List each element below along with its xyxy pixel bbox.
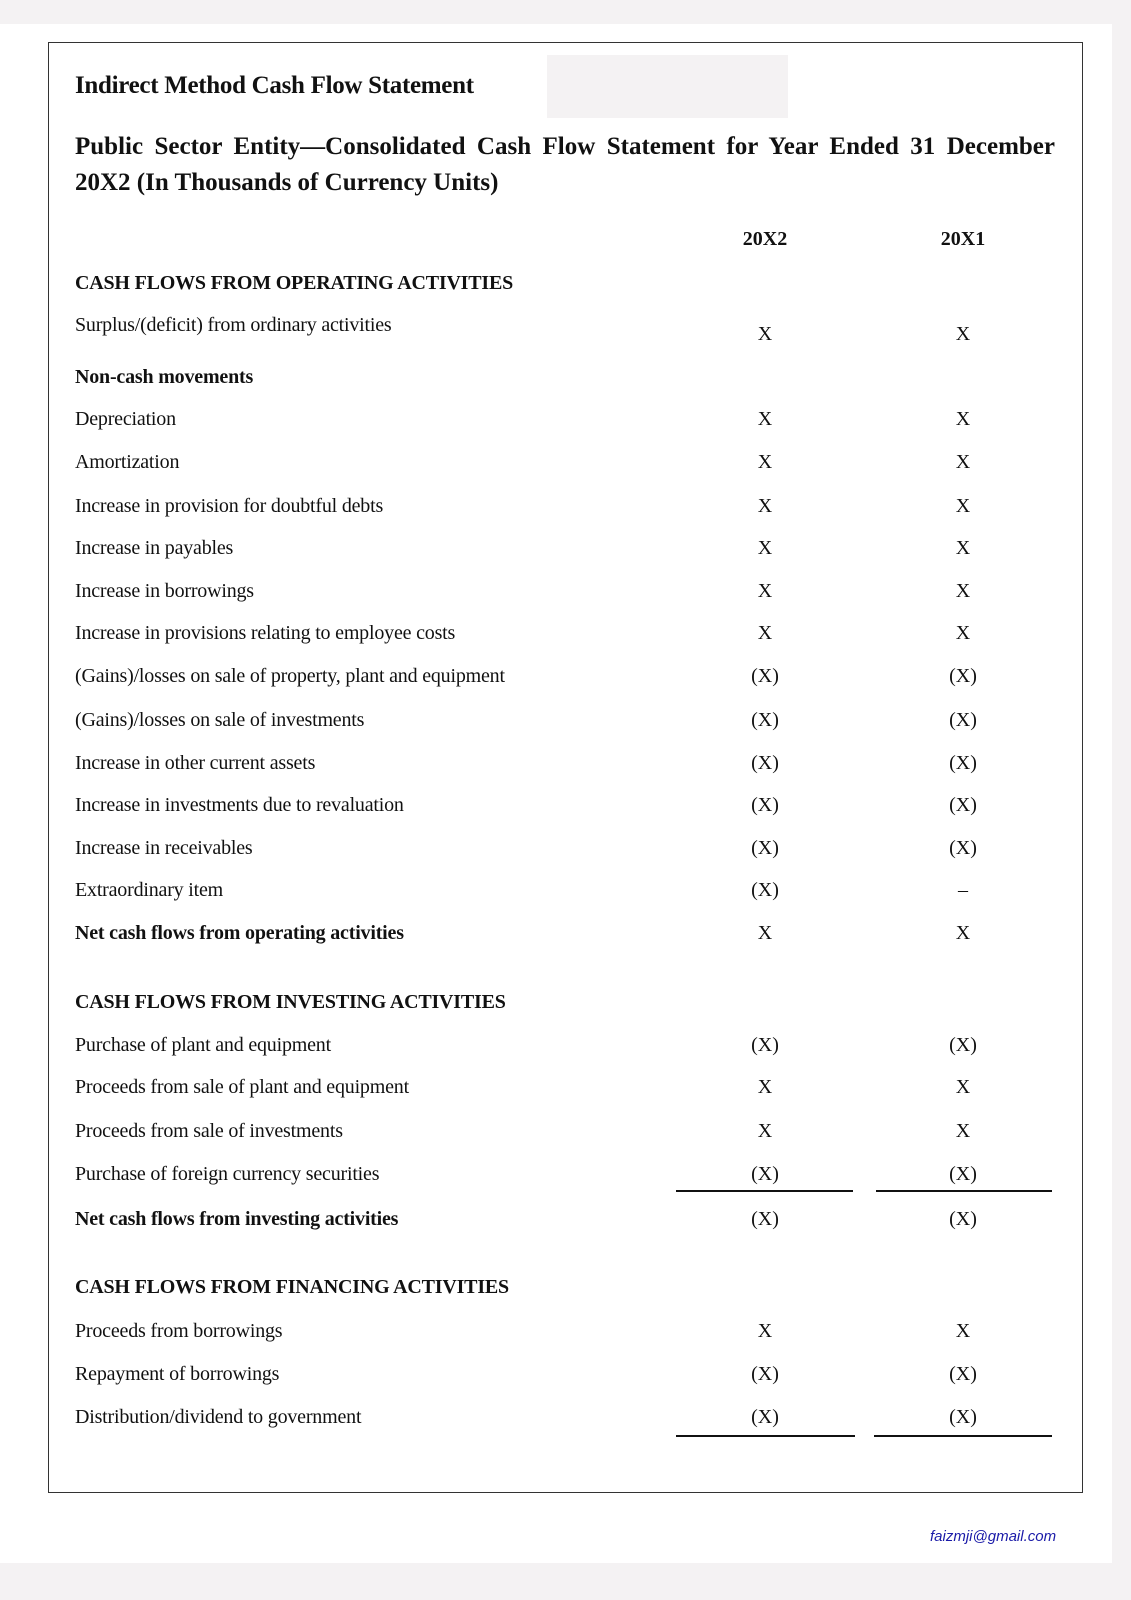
value-20x1: X xyxy=(955,1120,971,1142)
row-label: Proceeds from borrowings xyxy=(75,1320,283,1342)
value-20x2: X xyxy=(757,323,773,345)
table-row xyxy=(75,665,1075,695)
value-20x1: (X) xyxy=(949,665,977,687)
value-20x2: X xyxy=(757,537,773,559)
value-20x2: (X) xyxy=(751,709,779,731)
value-20x2: X xyxy=(757,495,773,517)
value-20x1: X xyxy=(955,408,971,430)
row-label: Increase in borrowings xyxy=(75,580,254,602)
redacted-area xyxy=(547,55,788,118)
table-row xyxy=(75,709,1075,739)
row-label: Proceeds from sale of investments xyxy=(75,1120,343,1142)
table-row xyxy=(75,879,1075,909)
table-row xyxy=(75,922,1075,952)
table-row xyxy=(75,495,1075,525)
value-20x1: (X) xyxy=(949,1406,977,1428)
column-header-row xyxy=(75,228,1075,258)
row-label: (Gains)/losses on sale of investments xyxy=(75,709,365,731)
value-20x1: (X) xyxy=(949,794,977,816)
value-20x1: X xyxy=(955,922,971,944)
footer-email: faizmji@gmail.com xyxy=(930,1528,1057,1545)
value-20x2: (X) xyxy=(751,752,779,774)
row-label: Net cash flows from investing activities xyxy=(75,1208,399,1230)
table-row xyxy=(75,1208,1075,1238)
document-subtitle: Public Sector Entity—Consolidated Cash Flow Statement for Year Ended 31 December 20X2 (In Thousands of Currency Units) xyxy=(75,133,1055,196)
value-20x2: (X) xyxy=(751,665,779,687)
value-20x1: (X) xyxy=(949,1208,977,1230)
value-20x2: X xyxy=(757,580,773,602)
table-row xyxy=(75,1320,1075,1350)
row-label: Increase in investments due to revaluation xyxy=(75,794,404,816)
value-20x1: X xyxy=(955,580,971,602)
table-row xyxy=(75,1034,1075,1064)
value-20x1: (X) xyxy=(949,837,977,859)
table-row xyxy=(75,451,1075,481)
value-20x1: X xyxy=(955,451,971,473)
row-label: Purchase of foreign currency securities xyxy=(75,1163,380,1185)
value-20x2: (X) xyxy=(751,837,779,859)
value-20x2: (X) xyxy=(751,1363,779,1385)
value-20x2: (X) xyxy=(751,1406,779,1428)
value-20x1: (X) xyxy=(949,709,977,731)
subtotal-rule-20x2 xyxy=(676,1190,853,1192)
value-20x1: (X) xyxy=(949,1163,977,1185)
table-row xyxy=(75,580,1075,610)
value-20x1: (X) xyxy=(949,1034,977,1056)
value-20x2: (X) xyxy=(751,879,779,901)
row-label: Non-cash movements xyxy=(75,366,254,388)
subtotal-rule-20x2 xyxy=(676,1435,855,1437)
section-heading-row xyxy=(75,1276,1075,1306)
value-20x1: X xyxy=(955,323,971,345)
row-label: Repayment of borrowings xyxy=(75,1363,280,1385)
row-label: (Gains)/losses on sale of property, plant and equipment xyxy=(75,665,505,687)
value-20x2: X xyxy=(757,1076,773,1098)
row-label: Increase in other current assets xyxy=(75,752,316,774)
value-20x1: X xyxy=(955,622,971,644)
value-20x1: (X) xyxy=(949,752,977,774)
value-20x1: – xyxy=(958,879,968,901)
table-row xyxy=(75,1163,1075,1193)
section-heading: CASH FLOWS FROM FINANCING ACTIVITIES xyxy=(75,1276,509,1298)
row-label: Purchase of plant and equipment xyxy=(75,1034,331,1056)
row-label: Increase in payables xyxy=(75,537,234,559)
value-20x2: X xyxy=(757,408,773,430)
value-20x2: X xyxy=(757,1120,773,1142)
section-heading: CASH FLOWS FROM INVESTING ACTIVITIES xyxy=(75,991,506,1013)
value-20x2: (X) xyxy=(751,794,779,816)
table-row xyxy=(75,1406,1075,1436)
table-row xyxy=(75,314,1075,344)
table-row xyxy=(75,537,1075,567)
table-row xyxy=(75,1076,1075,1106)
row-label: Extraordinary item xyxy=(75,879,224,901)
table-row xyxy=(75,1363,1075,1393)
value-20x1: X xyxy=(955,1076,971,1098)
row-label: Surplus/(deficit) from ordinary activities xyxy=(75,314,392,336)
section-heading-row xyxy=(75,272,1075,302)
value-20x2: X xyxy=(757,451,773,473)
table-row xyxy=(75,1120,1075,1150)
table-row xyxy=(75,408,1075,438)
value-20x2: X xyxy=(757,622,773,644)
table-row xyxy=(75,837,1075,867)
value-20x2: (X) xyxy=(751,1208,779,1230)
row-label: Net cash flows from operating activities xyxy=(75,922,404,944)
value-20x1: X xyxy=(955,1320,971,1342)
document-title: Indirect Method Cash Flow Statement xyxy=(75,72,474,99)
table-row xyxy=(75,752,1075,782)
row-label: Distribution/dividend to government xyxy=(75,1406,362,1428)
section-heading: CASH FLOWS FROM OPERATING ACTIVITIES xyxy=(75,272,514,294)
value-20x2: (X) xyxy=(751,1034,779,1056)
table-row xyxy=(75,366,1075,396)
column-header-20x1: 20X1 xyxy=(940,228,986,250)
section-heading-row xyxy=(75,991,1075,1021)
row-label: Increase in provision for doubtful debts xyxy=(75,495,384,517)
table-row xyxy=(75,794,1075,824)
table-row xyxy=(75,622,1075,652)
subtotal-rule-20x1 xyxy=(874,1435,1052,1437)
value-20x2: X xyxy=(757,922,773,944)
subtotal-rule-20x1 xyxy=(876,1190,1052,1192)
value-20x2: (X) xyxy=(751,1163,779,1185)
value-20x1: X xyxy=(955,495,971,517)
row-label: Depreciation xyxy=(75,408,176,430)
row-label: Increase in provisions relating to employee costs xyxy=(75,622,456,644)
value-20x1: (X) xyxy=(949,1363,977,1385)
value-20x1: X xyxy=(955,537,971,559)
column-header-20x2: 20X2 xyxy=(742,228,788,250)
row-label: Amortization xyxy=(75,451,180,473)
row-label: Proceeds from sale of plant and equipment xyxy=(75,1076,409,1098)
value-20x2: X xyxy=(757,1320,773,1342)
row-label: Increase in receivables xyxy=(75,837,253,859)
